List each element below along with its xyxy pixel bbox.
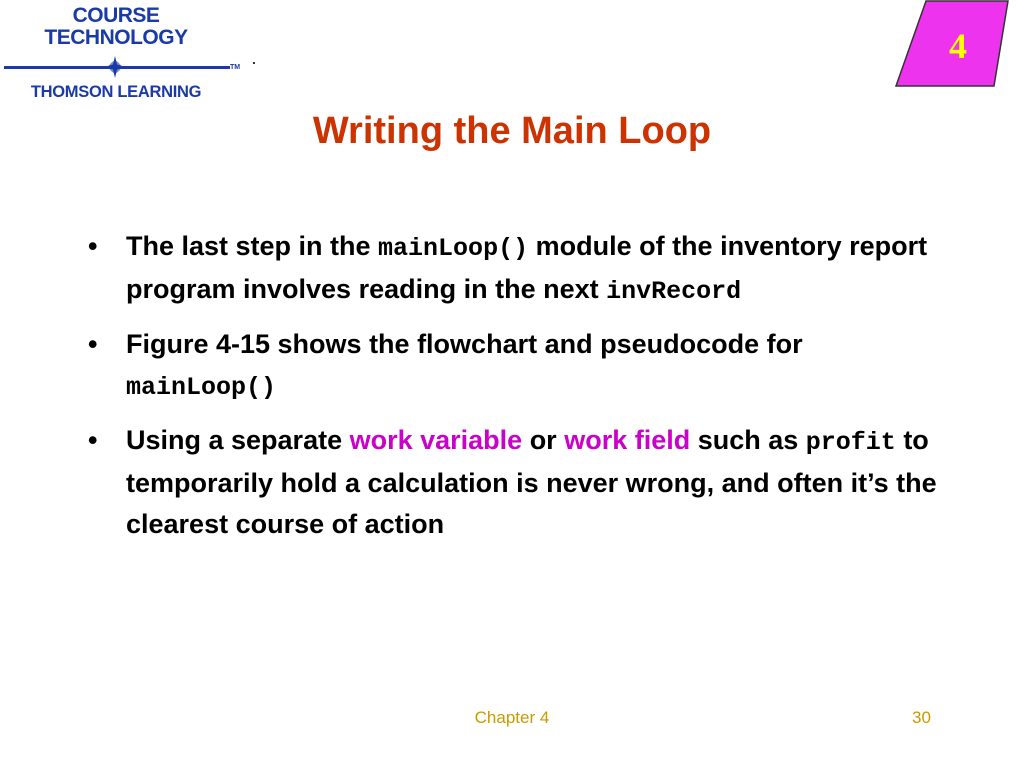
bullet-item: [88, 226, 948, 312]
bullet-text: such as: [690, 425, 806, 455]
chapter-badge: [888, 0, 1024, 88]
code-term: mainLoop(): [126, 373, 277, 402]
logo-trademark: TM: [230, 64, 241, 71]
bullet-marker: •: [88, 231, 98, 261]
star-icon: [104, 56, 126, 78]
footer-chapter: Chapter 4: [474, 708, 550, 727]
logo-line-thomson: THOMSON LEARNING: [30, 83, 202, 101]
bullet-text: module of the inventory report program involves reading in the next: [126, 231, 928, 304]
course-technology-logo: [0, 0, 262, 110]
bullet-marker: •: [88, 329, 98, 359]
slide-title: Writing the Main Loop: [312, 110, 712, 152]
bullet-text: Figure 4-15 shows the flowchart and pseudocode for: [126, 329, 803, 359]
logo-line-course: COURSE: [72, 4, 160, 27]
bullet-marker: •: [88, 425, 98, 455]
bullet-text: or: [522, 425, 565, 455]
bullet-list: [88, 226, 948, 557]
highlight-term: work field: [564, 425, 691, 455]
logo-dot: [253, 62, 255, 64]
bullet-item: [88, 324, 948, 408]
highlight-term: work variable: [349, 425, 523, 455]
bullet-text: Using a separate: [126, 425, 350, 455]
code-term: mainLoop(): [378, 234, 529, 263]
bullet-item: [88, 420, 948, 545]
logo-line-technology: TECHNOLOGY: [44, 26, 188, 49]
code-term: profit: [805, 428, 896, 457]
footer-page-number: 30: [912, 708, 931, 727]
code-term: invRecord: [606, 277, 742, 306]
bullet-text: to temporarily hold a calculation is never wrong, and often it’s the clearest course of action: [126, 425, 937, 539]
chapter-badge-number: 4: [949, 26, 967, 66]
bullet-text: The last step in the: [126, 231, 379, 261]
